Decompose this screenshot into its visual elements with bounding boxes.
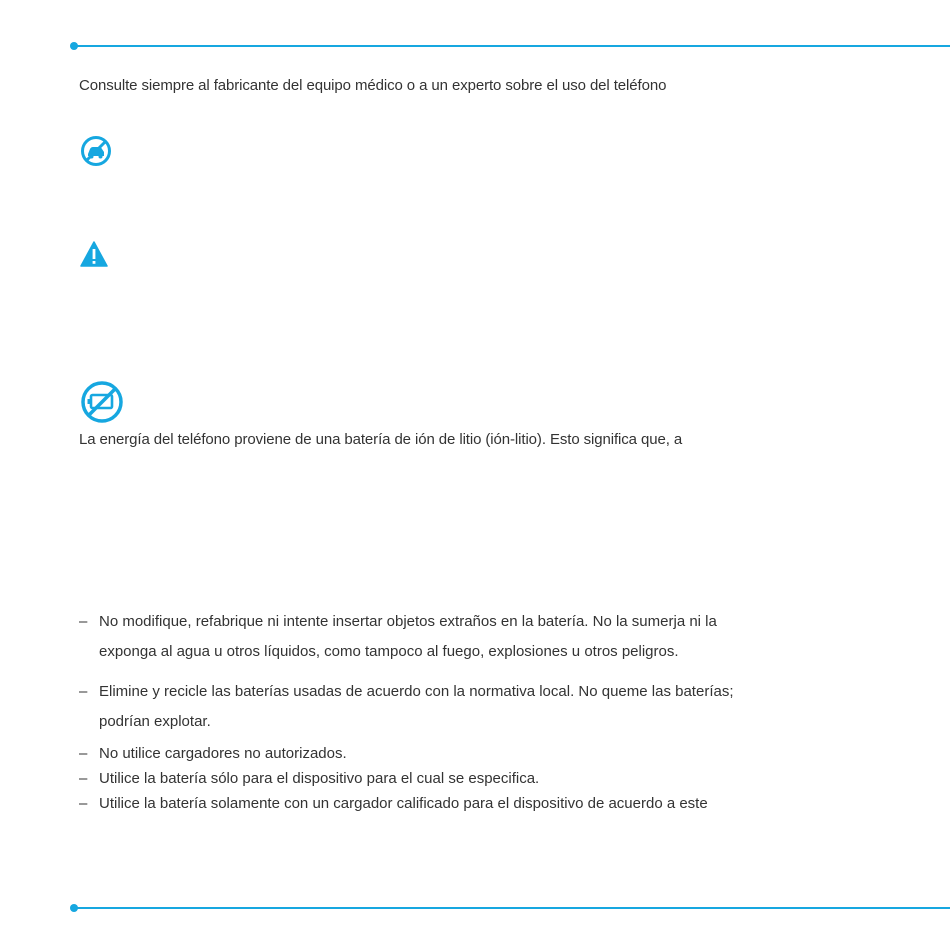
list-item xyxy=(79,789,939,819)
divider-dot xyxy=(70,904,78,912)
list-dash: – xyxy=(79,770,88,787)
list-item-line: No modifique, refabrique ni intente insertar objetos extraños en la batería. No la sumerja ni la xyxy=(99,613,717,630)
list-item-line: Utilice la batería solamente con un cargador calificado para el dispositivo de acuerdo a este xyxy=(99,795,708,812)
list-item xyxy=(79,677,939,737)
no-battery-icon xyxy=(80,380,124,424)
list-dash: – xyxy=(79,745,88,762)
divider-dot xyxy=(70,42,78,50)
list-item-line: exponga al agua u otros líquidos, como tampoco al fuego, explosiones u otros peligros. xyxy=(99,643,679,660)
list-item xyxy=(79,607,939,667)
list-item-line: Utilice la batería sólo para el dispositivo para el cual se especifica. xyxy=(99,770,540,787)
no-phone-while-driving-icon xyxy=(80,135,112,167)
list-dash: – xyxy=(79,795,88,812)
list-item-line: No utilice cargadores no autorizados. xyxy=(99,745,347,762)
bottom-divider xyxy=(73,907,950,909)
top-divider xyxy=(73,45,950,47)
warning-icon xyxy=(79,240,109,268)
list-item-line: podrían explotar. xyxy=(99,713,211,730)
list-dash: – xyxy=(79,683,88,700)
paragraph-medical-equipment: Consulte siempre al fabricante del equipo médico o a un experto sobre el uso del teléfono xyxy=(79,77,667,94)
list-dash: – xyxy=(79,613,88,630)
list-item-line: Elimine y recicle las baterías usadas de acuerdo con la normativa local. No queme las baterías; xyxy=(99,683,734,700)
paragraph-battery-info: La energía del teléfono proviene de una batería de ión de litio (ión-litio). Esto significa que, a xyxy=(79,431,683,448)
